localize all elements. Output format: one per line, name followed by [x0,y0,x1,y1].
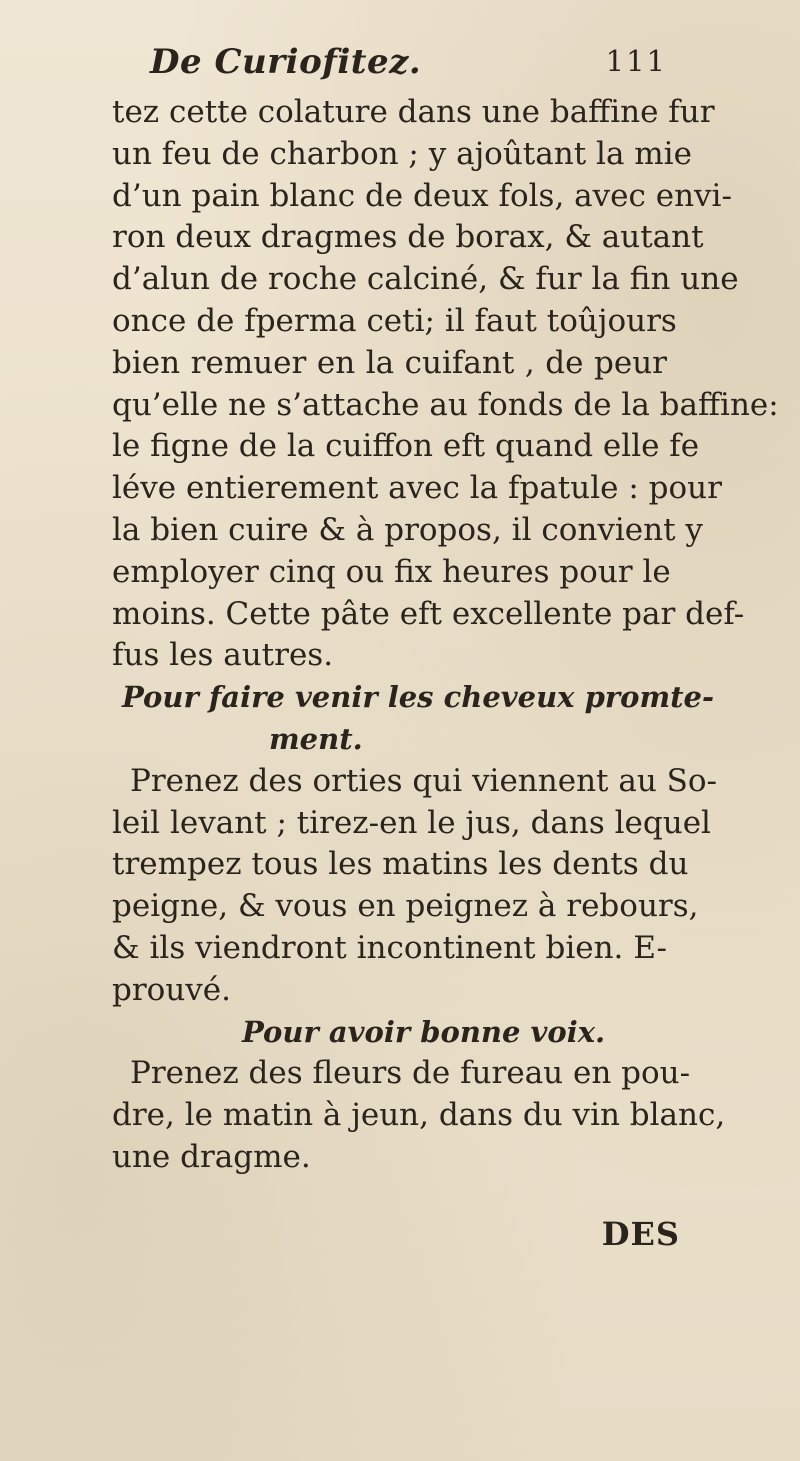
text-line: tez cette colature dans une baffine fur [112,94,715,130]
text-line: un feu de charbon ; y ajoûtant la mie [112,135,692,172]
text-line: & ils viendront incontinent bien. E- [112,929,667,966]
text-line: dre, le matin à jeun, dans du vin blanc, [112,1097,726,1134]
text-line: leil levant ; tirez-en le jus, dans lequel [112,804,711,841]
section-heading-hair: Pour faire venir les cheveux promte- [122,680,715,715]
text-line: une dragme. [112,1138,311,1175]
page-number: 111 [605,44,667,78]
text-line: once de fperma ceti; il faut toûjours [112,302,677,339]
paragraph-2 [112,761,718,1012]
section-heading-voice: Pour avoir bonne voix. [242,1014,606,1049]
text-line: employer cinq ou fix heures pour le [112,553,671,590]
text-line: d’un pain blanc de deux fols, avec envi- [112,177,732,214]
page-text-block [112,40,779,1265]
text-line: moins. Cette pâte eft excellente par def- [112,595,745,632]
text-line: ron deux dragmes de borax, & autant [112,219,704,256]
text-line: le figne de la cuiffon eft quand elle fe [112,428,700,465]
section-heading-hair-continued: ment. [269,721,363,756]
page-header [112,40,667,92]
text-line: prouvé. [112,971,232,1008]
running-title: De Curiofitez. [150,42,422,82]
text-line: d’alun de roche calciné, & fur la fin une [112,261,739,298]
text-line: qu’elle ne s’attache au fonds de la baffine: [112,386,779,423]
text-line: Prenez des orties qui viennent au So- [130,762,718,799]
text-line: peigne, & vous en peignez à rebours, [112,888,699,925]
text-line: léve entierement avec la fpatule : pour [112,470,722,507]
text-line: fus les autres. [112,637,334,674]
paragraph-3 [112,1053,726,1178]
text-line: trempez tous les matins les dents du [112,846,689,883]
page-footer [112,1211,680,1265]
text-line: la bien cuire & à propos, il convient y [112,511,703,548]
paragraph-1 [112,92,779,677]
text-line: Prenez des fleurs de fureau en pou- [130,1055,691,1092]
text-line: bien remuer en la cuifant , de peur [112,344,667,381]
catchword: DES [601,1214,680,1253]
